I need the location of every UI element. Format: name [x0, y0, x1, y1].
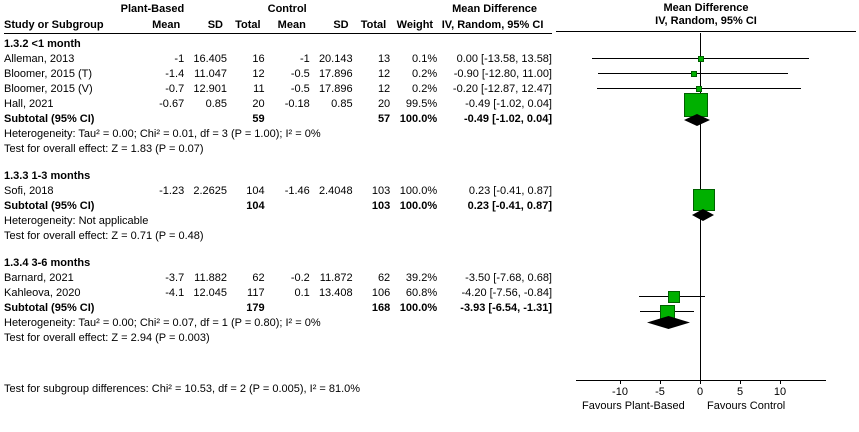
subtotal-weight: 100.0% — [399, 200, 438, 212]
study-name: Hall, 2021 — [4, 98, 54, 110]
heterogeneity-row — [4, 214, 552, 229]
sd-1: 0.85 — [205, 98, 227, 110]
subtotal-total-1: 59 — [252, 113, 265, 125]
total-1: 16 — [252, 53, 265, 65]
table-row — [4, 271, 552, 286]
group-header-row — [4, 2, 552, 18]
mean-2: -0.5 — [290, 68, 310, 80]
x-tick-label: 0 — [696, 386, 704, 398]
mean-difference-group-header: Mean Difference — [452, 3, 538, 15]
plot-subtitle: IV, Random, 95% CI — [655, 15, 757, 27]
overall-effect-row — [4, 331, 552, 346]
heterogeneity-text: Heterogeneity: Tau² = 0.00; Chi² = 0.01, df = 3 (P = 1.00); I² = 0% — [4, 128, 321, 140]
overall-effect-text: Test for overall effect: Z = 0.71 (P = 0.48) — [4, 230, 204, 242]
mean-1: -4.1 — [165, 287, 185, 299]
table-row — [4, 97, 552, 112]
sd-1: 2.2625 — [193, 185, 227, 197]
weight: 0.1% — [412, 53, 438, 65]
mean-2: -0.2 — [290, 272, 310, 284]
subtotal-pad3 — [265, 199, 310, 214]
subtotal-pad2 — [184, 301, 227, 316]
header-sd-1: SD — [207, 19, 223, 31]
header-study: Study or Subgroup — [4, 19, 104, 31]
subgroup-title-row — [4, 253, 552, 271]
subtotal-pad4 — [310, 199, 353, 214]
spacer-row — [4, 244, 552, 253]
subtotal-md-ci: -3.93 [-6.54, -1.31] — [460, 302, 552, 314]
mean-1: -1.23 — [159, 185, 185, 197]
mean-2: -1 — [300, 53, 310, 65]
sd-1: 12.901 — [193, 83, 227, 95]
header-total-1: Total — [235, 19, 261, 31]
table-row — [4, 286, 552, 301]
table-row — [4, 67, 552, 82]
subtotal-total-1: 104 — [246, 200, 265, 212]
plot-title: Mean Difference — [663, 2, 749, 14]
subtotal-pad3 — [265, 112, 310, 127]
md-ci: -0.20 [-12.87, 12.47] — [452, 83, 552, 95]
overall-effect-text: Test for overall effect: Z = 1.83 (P = 0.07) — [4, 143, 204, 155]
md-ci: -4.20 [-7.56, -0.84] — [461, 287, 552, 299]
total-2: 62 — [377, 272, 391, 284]
spacer-row — [4, 157, 552, 166]
subtotal-total-2: 168 — [371, 302, 391, 314]
subtotal-pad1 — [121, 112, 185, 127]
subtotal-weight: 100.0% — [399, 302, 438, 314]
subtotal-total-1: 179 — [246, 302, 265, 314]
subtotal-diamond-subgroup-3 — [647, 316, 690, 329]
subtotal-label: Subtotal (95% CI) — [4, 302, 95, 314]
mean-2: 0.1 — [294, 287, 310, 299]
study-name: Bloomer, 2015 (T) — [4, 68, 93, 80]
weight: 0.2% — [412, 68, 438, 80]
spacer — [4, 373, 552, 382]
study-name: Bloomer, 2015 (V) — [4, 83, 93, 95]
total-1: 11 — [253, 83, 265, 95]
table-row — [4, 82, 552, 97]
table-row — [4, 52, 552, 67]
column-header-row — [4, 18, 552, 34]
subtotal-row — [4, 301, 552, 316]
control-group-header: Control — [267, 3, 307, 15]
heterogeneity-row — [4, 127, 552, 142]
x-tick-label: 10 — [773, 386, 787, 398]
subtotal-md-ci: -0.49 [-1.02, 0.04] — [463, 113, 552, 125]
subtotal-pad1 — [121, 301, 185, 316]
spacer-row — [4, 346, 552, 355]
x-tick-mark — [700, 380, 701, 384]
spacer — [4, 244, 552, 253]
mean-2: -0.5 — [290, 83, 310, 95]
total-2: 13 — [377, 53, 391, 65]
x-tick-label: -10 — [612, 386, 628, 398]
favours-right-label: Favours Control — [707, 400, 786, 412]
sd-1: 16.405 — [193, 53, 227, 65]
subtotal-pad3 — [265, 301, 310, 316]
study-name: Kahleova, 2020 — [4, 287, 81, 299]
total-1: 117 — [247, 287, 265, 299]
subtotal-total-2: 103 — [371, 200, 391, 212]
header-mean-1: Mean — [152, 19, 181, 31]
spacer — [4, 364, 552, 373]
heterogeneity-text: Heterogeneity: Not applicable — [4, 215, 149, 227]
overall-effect-text: Test for overall effect: Z = 2.94 (P = 0.003) — [4, 332, 210, 344]
x-axis-line — [576, 380, 826, 381]
mean-1: -0.7 — [165, 83, 185, 95]
x-tick-label: 5 — [736, 386, 744, 398]
subgroup-differences-text: Test for subgroup differences: Chi² = 10.53, df = 2 (P = 0.005), I² = 81.0% — [4, 383, 361, 395]
subtotal-pad2 — [184, 112, 227, 127]
header-md-ci: IV, Random, 95% CI — [441, 19, 544, 31]
sd-2: 20.143 — [318, 53, 353, 65]
md-ci: -0.49 [-1.02, 0.04] — [465, 98, 552, 110]
study-name: Barnard, 2021 — [4, 272, 74, 284]
effect-box-alleman-2013 — [698, 56, 704, 62]
weight: 39.2% — [405, 272, 438, 284]
heterogeneity-text: Heterogeneity: Tau² = 0.00; Chi² = 0.07, df = 1 (P = 0.80); I² = 0% — [4, 317, 321, 329]
effect-box-bloomer-2015-t — [691, 71, 697, 77]
x-tick-mark — [660, 380, 661, 384]
weight: 60.8% — [405, 287, 438, 299]
effect-box-barnard-2021 — [668, 291, 680, 303]
subgroup-title: 1.3.3 1-3 months — [4, 170, 91, 182]
total-1: 12 — [252, 68, 265, 80]
mean-2: -1.46 — [284, 185, 310, 197]
subtotal-pad4 — [310, 112, 353, 127]
sd-2: 0.85 — [331, 98, 353, 110]
header-total-2: Total — [360, 19, 387, 31]
favours-left-label: Favours Plant-Based — [582, 400, 685, 412]
subtotal-pad2 — [184, 199, 227, 214]
subgroup-title-row — [4, 34, 552, 53]
total-2: 12 — [377, 68, 391, 80]
mean-2: -0.18 — [284, 98, 310, 110]
effect-box-bloomer-2015-v — [696, 86, 702, 92]
md-ci: -0.90 [-12.80, 11.00] — [453, 68, 552, 80]
header-weight: Weight — [396, 19, 434, 31]
md-ci: 0.23 [-0.41, 0.87] — [468, 185, 552, 197]
table-row — [4, 184, 552, 199]
sd-2: 11.872 — [319, 272, 353, 284]
plant-based-group-header-pad1 — [184, 2, 227, 18]
weight-group-header — [390, 2, 437, 18]
subtotal-weight: 100.0% — [399, 113, 438, 125]
total-2: 20 — [377, 98, 391, 110]
subtotal-md-ci: 0.23 [-0.41, 0.87] — [467, 200, 552, 212]
overall-effect-row — [4, 142, 552, 157]
total-2: 106 — [371, 287, 391, 299]
empty-header — [4, 2, 121, 18]
subtotal-row — [4, 112, 552, 127]
sd-2: 17.896 — [318, 68, 353, 80]
x-tick-mark — [780, 380, 781, 384]
spacer — [4, 346, 552, 355]
md-ci: -3.50 [-7.68, 0.68] — [465, 272, 552, 284]
effect-box-sofi-2018 — [693, 189, 715, 211]
subtotal-total-2: 57 — [377, 113, 391, 125]
header-sd-2: SD — [333, 19, 349, 31]
subtotal-label: Subtotal (95% CI) — [4, 200, 95, 212]
header-mean-2: Mean — [277, 19, 306, 31]
total-1: 62 — [252, 272, 265, 284]
plant-based-group-header: Plant-Based — [120, 3, 185, 15]
plant-based-group-header-pad2 — [227, 2, 265, 18]
study-name: Sofi, 2018 — [4, 185, 54, 197]
spacer — [4, 157, 552, 166]
sd-2: 2.4048 — [318, 185, 353, 197]
subgroup-title: 1.3.2 <1 month — [4, 38, 81, 50]
subtotal-row — [4, 199, 552, 214]
x-tick-label: -5 — [655, 386, 665, 398]
mean-1: -1 — [174, 53, 185, 65]
mean-1: -1.4 — [165, 68, 185, 80]
subgroup-title-row — [4, 166, 552, 184]
spacer-row — [4, 373, 552, 382]
forest-plot-panel — [556, 0, 856, 432]
plot-header-rule — [556, 31, 856, 32]
sd-2: 13.408 — [318, 287, 353, 299]
x-tick-mark — [620, 380, 621, 384]
sd-1: 11.882 — [194, 272, 227, 284]
subtotal-pad1 — [121, 199, 185, 214]
mean-1: -3.7 — [165, 272, 185, 284]
control-group-header-pad2 — [353, 2, 391, 18]
mean-1: -0.67 — [159, 98, 185, 110]
total-2: 12 — [377, 83, 391, 95]
heterogeneity-row — [4, 316, 552, 331]
subtotal-pad4 — [310, 301, 353, 316]
subtotal-label: Subtotal (95% CI) — [4, 113, 95, 125]
subgroup-differences-row — [4, 382, 552, 397]
weight: 99.5% — [405, 98, 438, 110]
subgroup-title: 1.3.4 3-6 months — [4, 257, 91, 269]
control-group-header-pad1 — [310, 2, 353, 18]
sd-1: 11.047 — [194, 68, 227, 80]
spacer-row — [4, 355, 552, 364]
x-tick-mark — [740, 380, 741, 384]
md-ci: 0.00 [-13.58, 13.58] — [456, 53, 552, 65]
spacer-row — [4, 364, 552, 373]
study-name: Alleman, 2013 — [4, 53, 75, 65]
sd-1: 12.045 — [193, 287, 227, 299]
meta-analysis-table — [4, 2, 552, 397]
subtotal-diamond-subgroup-2 — [692, 209, 714, 221]
total-2: 103 — [371, 185, 391, 197]
weight: 0.2% — [412, 83, 438, 95]
total-1: 20 — [252, 98, 265, 110]
overall-effect-row — [4, 229, 552, 244]
spacer — [4, 355, 552, 364]
subtotal-diamond-subgroup-1 — [684, 114, 710, 126]
sd-2: 17.896 — [318, 83, 353, 95]
weight: 100.0% — [399, 185, 438, 197]
total-1: 104 — [246, 185, 265, 197]
